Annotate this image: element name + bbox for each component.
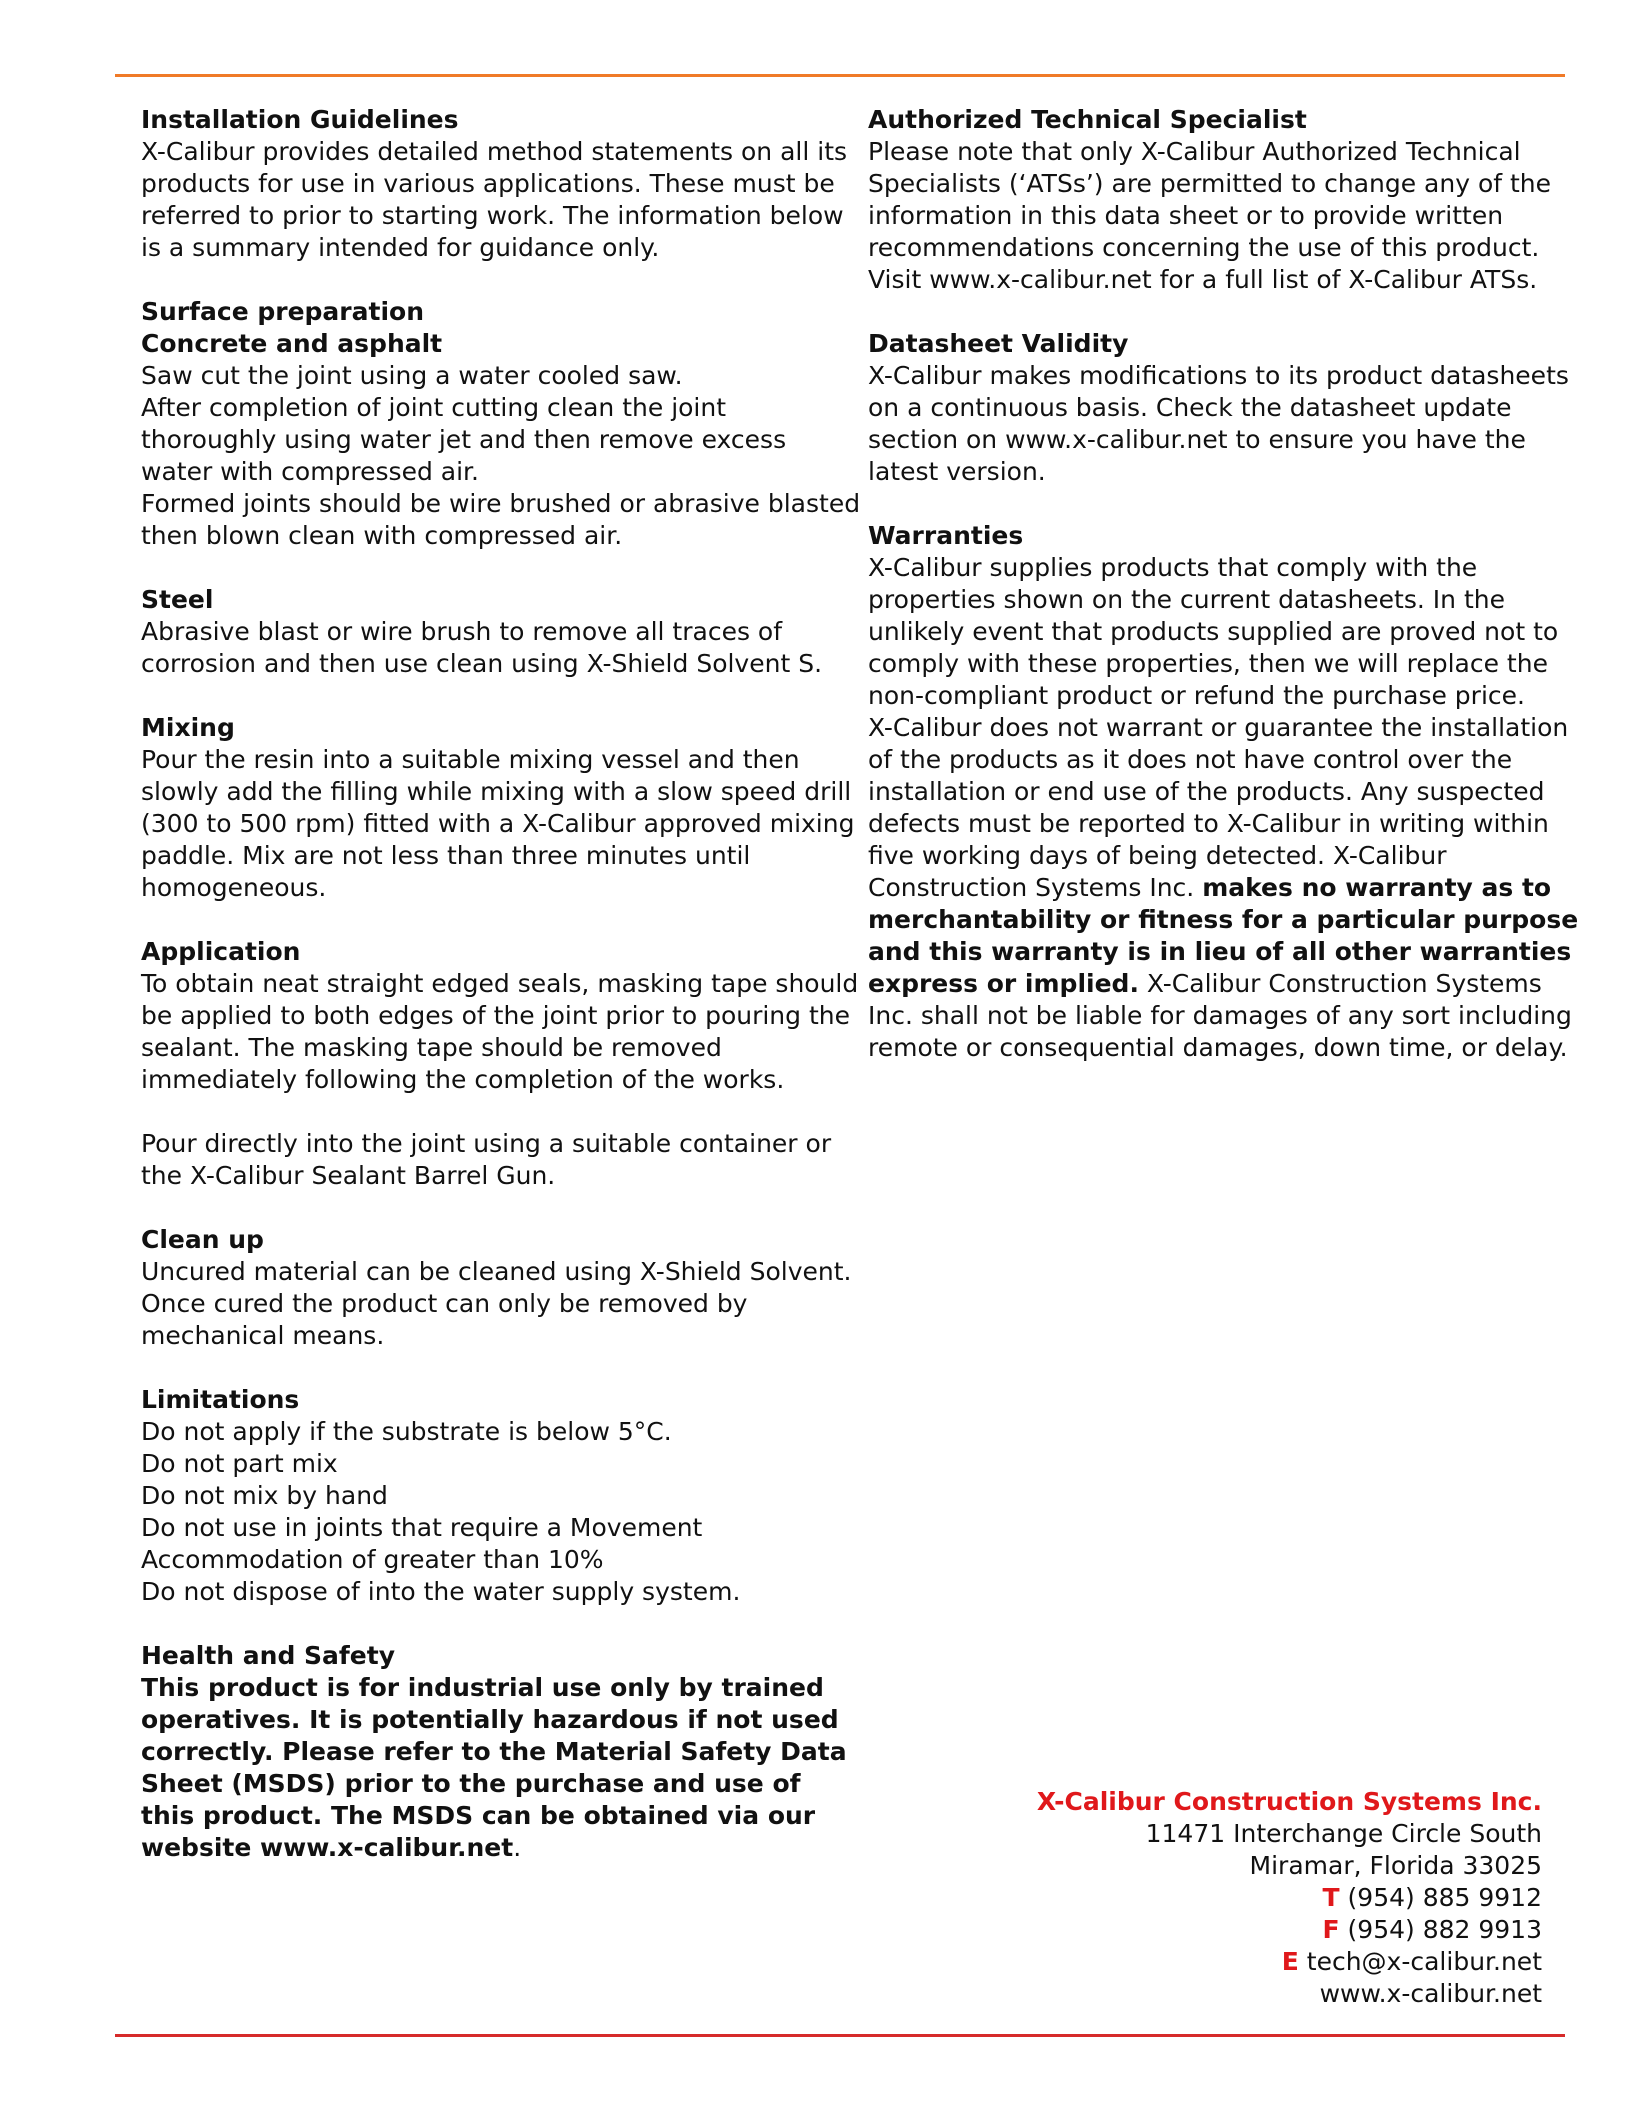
- surface-text: After completion of joint cutting clean the joint: [141, 393, 727, 422]
- limitations-text: Do not part mix: [141, 1449, 338, 1478]
- right-column: [868, 104, 1579, 1096]
- ats-text: Please note that only X-Calibur Authorized Technical: [868, 137, 1521, 166]
- phone-number: (954) 885 9912: [1339, 1883, 1542, 1912]
- steel-text: corrosion and then use clean using X-Shield Solvent S.: [141, 649, 823, 678]
- installation-text: is a summary intended for guidance only.: [141, 233, 660, 262]
- mixing-text: Pour the resin into a suitable mixing vessel and then: [141, 745, 800, 774]
- email-link[interactable]: tech@x-calibur.net: [1298, 1947, 1542, 1976]
- phone-label: T: [1322, 1883, 1340, 1912]
- surface-text: Saw cut the joint using a water cooled saw.: [141, 361, 683, 390]
- health-text: operatives. It is potentially hazardous if not used: [141, 1705, 839, 1734]
- limitations-text: Do not dispose of into the water supply system.: [141, 1577, 741, 1606]
- steel-section: [141, 584, 831, 680]
- ats-heading: Authorized Technical Specialist: [868, 105, 1307, 134]
- warranties-text: comply with these properties, then we will replace the: [868, 649, 1548, 678]
- warranties-text: Construction Systems Inc.: [868, 873, 1203, 902]
- validity-text: on a continuous basis. Check the datasheet update: [868, 393, 1512, 422]
- website-link[interactable]: www.x-calibur.net: [1319, 1979, 1542, 2008]
- application-pour-text: the X-Calibur Sealant Barrel Gun.: [141, 1161, 556, 1190]
- application-text: To obtain neat straight edged seals, masking tape should: [141, 969, 859, 998]
- warranties-text: Inc. shall not be liable for damages of any sort including: [868, 1001, 1572, 1030]
- warranties-disclaimer: merchantability or fitness for a particular purpose: [868, 905, 1579, 934]
- application-text: be applied to both edges of the joint prior to pouring the: [141, 1001, 850, 1030]
- phone-line: [1037, 1882, 1542, 1914]
- warranties-text: X-Calibur supplies products that comply with the: [868, 553, 1478, 582]
- limitations-text: Do not mix by hand: [141, 1481, 388, 1510]
- warranties-mixed-line: [868, 968, 1568, 1000]
- warranties-heading: Warranties: [868, 521, 1024, 550]
- fax-line: [1037, 1914, 1542, 1946]
- mixing-section: [141, 712, 855, 904]
- validity-heading: Datasheet Validity: [868, 329, 1129, 358]
- validity-text: latest version.: [868, 457, 1046, 486]
- left-column: [141, 104, 861, 1896]
- health-text: correctly. Please refer to the Material Safety Data: [141, 1737, 847, 1766]
- surface-subheading: Concrete and asphalt: [141, 329, 443, 358]
- ats-text: information in this data sheet or to provide written: [868, 201, 1504, 230]
- top-divider: [115, 74, 1565, 77]
- surface-heading: Surface preparation: [141, 297, 424, 326]
- steel-heading: Steel: [141, 585, 214, 614]
- ats-text: recommendations concerning the use of this product.: [868, 233, 1540, 262]
- surface-text: Formed joints should be wire brushed or abrasive blasted: [141, 489, 861, 518]
- application-pour-section: [141, 1128, 831, 1192]
- application-pour-text: Pour directly into the joint using a suitable container or: [141, 1129, 832, 1158]
- warranties-mixed-line: [868, 872, 1568, 904]
- limitations-heading: Limitations: [141, 1385, 300, 1414]
- surface-text: then blown clean with compressed air.: [141, 521, 623, 550]
- warranties-text: of the products as it does not have control over the: [868, 745, 1513, 774]
- company-name: X-Calibur Construction Systems Inc.: [1036, 1787, 1542, 1816]
- warranties-text: unlikely event that products supplied are proved not to: [868, 617, 1559, 646]
- warranties-text: properties shown on the current datasheets. In the: [868, 585, 1505, 614]
- warranties-section: [868, 520, 1579, 1064]
- address-line: 11471 Interchange Circle South: [1145, 1819, 1542, 1848]
- limitations-text: Accommodation of greater than 10%: [141, 1545, 604, 1574]
- health-text: this product. The MSDS can be obtained via our: [141, 1801, 816, 1830]
- validity-text: section on www.x-calibur.net to ensure you have the: [868, 425, 1526, 454]
- contact-block: [1037, 1786, 1542, 2010]
- warranties-disclaimer: express or implied.: [868, 969, 1139, 998]
- warranties-text: X-Calibur does not warrant or guarantee the installation: [868, 713, 1569, 742]
- warranties-text: defects must be reported to X-Calibur in writing within: [868, 809, 1549, 838]
- address-line: Miramar, Florida 33025: [1249, 1851, 1542, 1880]
- application-section: [141, 936, 859, 1096]
- warranties-text: five working days of being detected. X-Calibur: [868, 841, 1447, 870]
- bottom-divider: [115, 2034, 1565, 2037]
- application-heading: Application: [141, 937, 301, 966]
- cleanup-text: Once cured the product can only be removed by: [141, 1289, 748, 1318]
- mixing-text: (300 to 500 rpm) fitted with a X-Calibur approved mixing: [141, 809, 855, 838]
- warranties-disclaimer: makes no warranty as to: [1202, 873, 1552, 902]
- warranties-text: installation or end use of the products. Any suspected: [868, 777, 1545, 806]
- surface-text: thoroughly using water jet and then remove excess: [141, 425, 787, 454]
- validity-section: [868, 328, 1568, 488]
- health-text: This product is for industrial use only by trained: [141, 1673, 824, 1702]
- installation-text: referred to prior to starting work. The information below: [141, 201, 844, 230]
- cleanup-text: Uncured material can be cleaned using X-Shield Solvent.: [141, 1257, 852, 1286]
- ats-section: [868, 104, 1568, 296]
- installation-text: products for use in various applications. These must be: [141, 169, 835, 198]
- fax-number: (954) 882 9913: [1339, 1915, 1542, 1944]
- email-line: [1037, 1946, 1542, 1978]
- surface-text: water with compressed air.: [141, 457, 479, 486]
- validity-text: X-Calibur makes modifications to its product datasheets: [868, 361, 1569, 390]
- health-section: [141, 1640, 847, 1864]
- mixing-text: paddle. Mix are not less than three minutes until: [141, 841, 751, 870]
- cleanup-section: [141, 1224, 852, 1352]
- health-text: Sheet (MSDS) prior to the purchase and use of: [141, 1769, 801, 1798]
- steel-text: Abrasive blast or wire brush to remove all traces of: [141, 617, 783, 646]
- application-text: sealant. The masking tape should be removed: [141, 1033, 722, 1062]
- cleanup-heading: Clean up: [141, 1225, 264, 1254]
- application-text: immediately following the completion of the works.: [141, 1065, 785, 1094]
- cleanup-text: mechanical means.: [141, 1321, 385, 1350]
- health-website-link[interactable]: website www.x-calibur.net: [141, 1833, 514, 1862]
- warranties-text: non-compliant product or refund the purchase price.: [868, 681, 1525, 710]
- email-label: E: [1281, 1947, 1299, 1976]
- warranties-text: X-Calibur Construction Systems: [1138, 969, 1542, 998]
- ats-text: Specialists (‘ATSs’) are permitted to change any of the: [868, 169, 1552, 198]
- limitations-text: Do not apply if the substrate is below 5°C.: [141, 1417, 672, 1446]
- installation-section: [141, 104, 848, 264]
- mixing-text: homogeneous.: [141, 873, 327, 902]
- warranties-text: remote or consequential damages, down time, or delay.: [868, 1033, 1568, 1062]
- surface-section: [141, 296, 861, 552]
- mixing-text: slowly add the filling while mixing with a slow speed drill: [141, 777, 852, 806]
- health-heading: Health and Safety: [141, 1641, 395, 1670]
- warranties-disclaimer: and this warranty is in lieu of all other warranties: [868, 937, 1572, 966]
- ats-text: Visit www.x-calibur.net for a full list of X-Calibur ATSs.: [868, 265, 1538, 294]
- installation-text: X-Calibur provides detailed method statements on all its: [141, 137, 848, 166]
- mixing-heading: Mixing: [141, 713, 235, 742]
- installation-heading: Installation Guidelines: [141, 105, 459, 134]
- limitations-text: Do not use in joints that require a Movement: [141, 1513, 703, 1542]
- fax-label: F: [1322, 1915, 1340, 1944]
- limitations-section: [141, 1384, 831, 1608]
- health-period: .: [513, 1833, 522, 1862]
- health-last-line: [141, 1832, 831, 1864]
